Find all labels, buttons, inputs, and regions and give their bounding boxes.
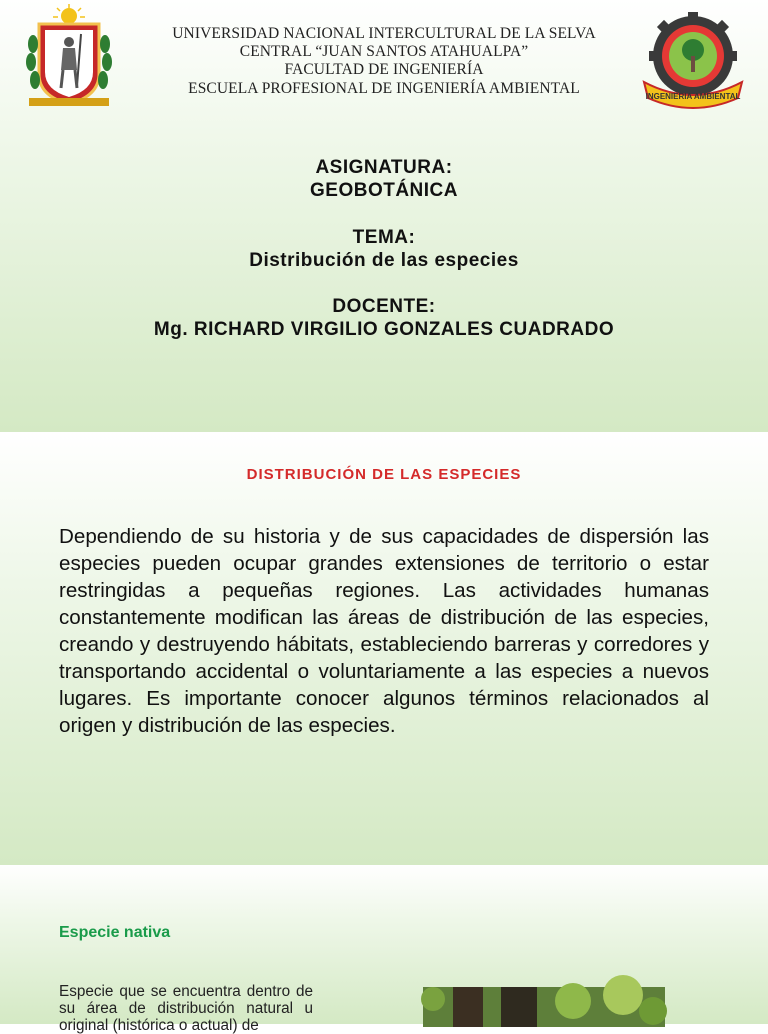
sun-rays-icon [53, 4, 85, 24]
faculty-line: FACULTAD DE INGENIERÍA [284, 61, 484, 79]
asignatura-block [0, 156, 768, 202]
distribution-slide [0, 432, 768, 865]
university-header [130, 25, 638, 98]
native-species-title: Especie nativa [59, 924, 171, 941]
native-species-slide [0, 865, 768, 1034]
university-line: UNIVERSIDAD NACIONAL INTERCULTURAL DE LA SELVA [172, 25, 596, 42]
university-crest-logo [25, 4, 113, 108]
university-line: CENTRAL “JUAN SANTOS ATAHUALPA” [239, 43, 529, 61]
docente-block [0, 295, 768, 341]
title-slide [0, 0, 768, 432]
docente-label: DOCENTE: [332, 296, 436, 317]
tema-label: TEMA: [352, 227, 416, 248]
forest-photo [423, 987, 665, 1027]
tema-block [0, 226, 768, 272]
tema-value: Distribución de las especies [249, 250, 519, 271]
native-species-text: Especie que se encuentra dentro de su área de distribución natural u original (histórica o actual) de [59, 983, 313, 1034]
docente-value: Mg. RICHARD VIRGILIO GONZALES CUADRADO [153, 319, 615, 340]
environmental-engineering-logo [638, 12, 748, 112]
asignatura-value: GEOBOTÁNICA [310, 180, 458, 201]
logo-banner-text: INGENIERIA AMBIENTAL [645, 92, 741, 101]
body-paragraph: Dependiendo de su historia y de sus capacidades de dispersión las especies pueden ocupar grandes extensiones de territorio o estar restringidas a pequeñas regiones. Las actividades humanas constantemente modifican las áreas de distribución de las especies, creando y destruyendo hábitats, estableciendo barreras y corredores y transportando accidental o voluntariamente a las especies a nuevos lugares. Es importante conocer algunos términos relacionados al origen y distribución de las especies. [59, 525, 709, 737]
school-line: ESCUELA PROFESIONAL DE INGENIERÍA AMBIENTAL [188, 79, 580, 97]
asignatura-label: ASIGNATURA: [315, 157, 453, 178]
section-title: DISTRIBUCIÓN DE LAS ESPECIES [246, 466, 522, 483]
